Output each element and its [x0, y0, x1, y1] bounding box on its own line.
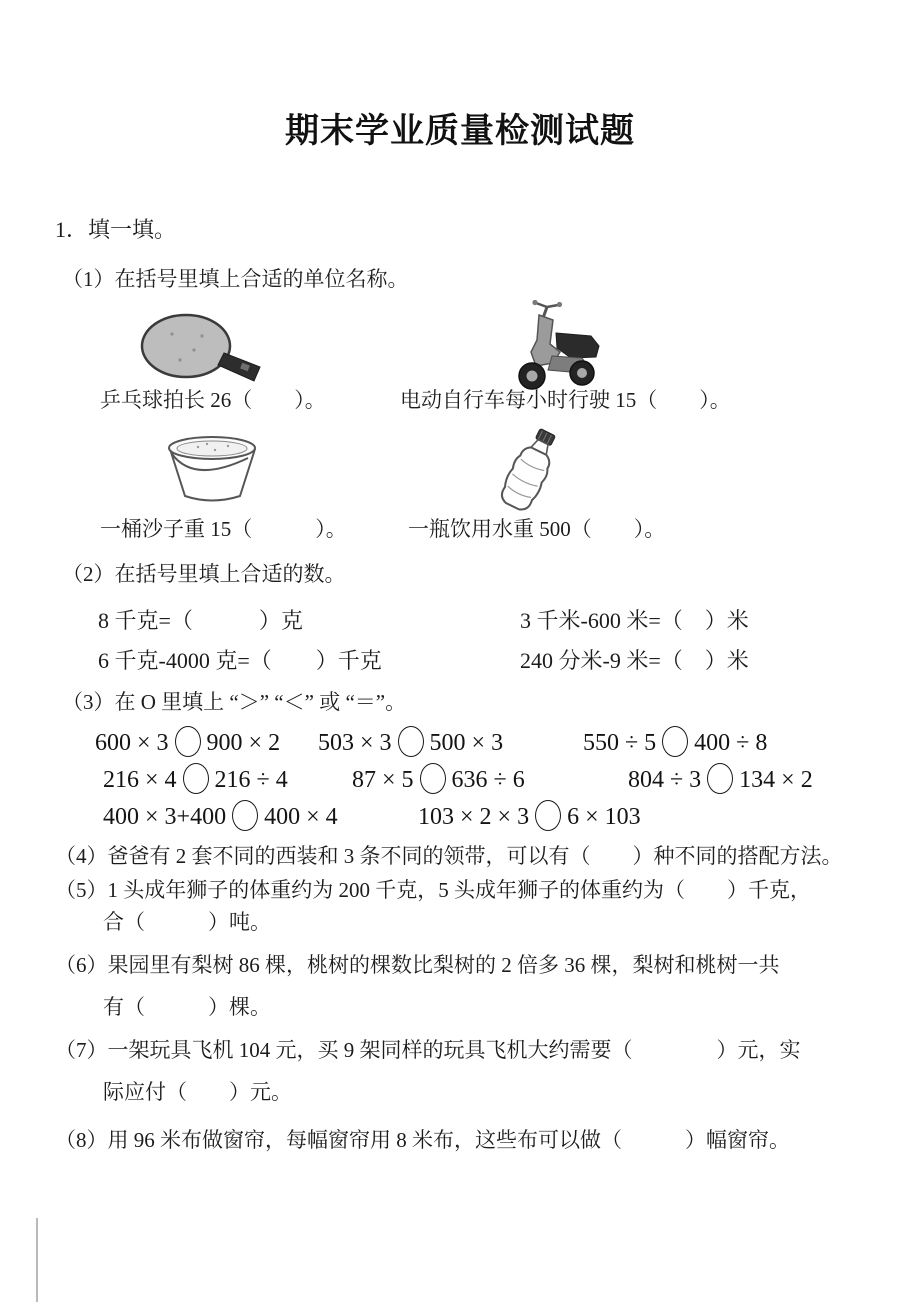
water-bottle-icon: [487, 426, 571, 518]
comparison-circle: [535, 800, 561, 831]
scan-artifact-line: [36, 1218, 38, 1302]
electric-scooter-icon: [512, 300, 607, 390]
equation-dm-minus-m: 240 分米-9 米=（ ）米: [520, 648, 749, 673]
comparison-circle: [183, 763, 209, 794]
caption-ping-pong-paddle: 乒乓球拍长 26（ ）。: [100, 388, 326, 412]
sand-bucket-icon: [160, 432, 265, 508]
comparison-circle: [707, 763, 733, 794]
comparison-right: 900 × 2: [206, 730, 281, 756]
ping-pong-paddle-icon: [136, 310, 266, 385]
part6-line2: 有（ ）棵。: [103, 995, 271, 1019]
part5-line1: （5）1 头成年狮子的体重约为 200 千克，5 头成年狮子的体重约为（ ）千克，: [55, 878, 811, 902]
comparison-circle: [662, 726, 688, 757]
page-title: 期末学业质量检测试题: [285, 112, 635, 150]
part1-heading: （1）在括号里填上合适的单位名称。: [62, 267, 409, 291]
comparison-right: 400 ÷ 8: [694, 730, 768, 756]
caption-sand-bucket: 一桶沙子重 15（ ）。: [100, 517, 347, 541]
comparison-item: [318, 726, 503, 757]
part3-heading: （3）在 O 里填上 “＞” “＜” 或 “＝”。: [62, 690, 407, 714]
comparison-circle: [175, 726, 201, 757]
part6-line1: （6）果园里有梨树 86 棵，桃树的棵数比梨树的 2 倍多 36 棵，梨树和桃树一共: [55, 953, 780, 977]
comparison-item: [95, 726, 280, 757]
caption-water-bottle: 一瓶饮用水重 500（ ）。: [408, 517, 666, 541]
comparison-left: 503 × 3: [318, 730, 392, 756]
comparison-item: [583, 726, 767, 757]
comparison-left: 550 ÷ 5: [583, 730, 657, 756]
comparison-right: 216 ÷ 4: [214, 767, 288, 793]
comparison-left: 400 × 3+400: [103, 804, 227, 830]
comparison-item: [103, 763, 288, 794]
comparison-item: [103, 800, 338, 831]
comparison-left: 804 ÷ 3: [628, 767, 702, 793]
part5-line2: 合（ ）吨。: [103, 910, 271, 934]
comparison-left: 103 × 2 × 3: [418, 804, 530, 830]
comparison-right: 134 × 2: [739, 767, 813, 793]
part7-line1: （7）一架玩具飞机 104 元，买 9 架同样的玩具飞机大约需要（ ）元，实: [55, 1038, 801, 1062]
comparison-right: 6 × 103: [567, 804, 641, 830]
comparison-left: 216 × 4: [103, 767, 177, 793]
equation-km-minus-m: 3 千米-600 米=（ ）米: [520, 608, 749, 633]
caption-electric-scooter: 电动自行车每小时行驶 15（ ）。: [400, 388, 731, 412]
equation-kg-to-g: 8 千克=（ ）克: [98, 608, 303, 633]
part7-line2: 际应付（ ）元。: [103, 1080, 292, 1104]
comparison-left: 87 × 5: [352, 767, 414, 793]
part4-line1: （4）爸爸有 2 套不同的西装和 3 条不同的领带，可以有（ ）种不同的搭配方法。: [55, 844, 843, 868]
equation-kg-minus-g: 6 千克-4000 克=（ ）千克: [98, 648, 382, 673]
part2-heading: （2）在括号里填上合适的数。: [62, 562, 346, 586]
comparison-item: [352, 763, 525, 794]
comparison-left: 600 × 3: [95, 730, 169, 756]
part8-line1: （8）用 96 米布做窗帘，每幅窗帘用 8 米布，这些布可以做（ ）幅窗帘。: [55, 1128, 790, 1152]
comparison-right: 500 × 3: [429, 730, 504, 756]
comparison-right: 400 × 4: [264, 804, 338, 830]
comparison-circle: [420, 763, 446, 794]
comparison-item: [628, 763, 813, 794]
comparison-item: [418, 800, 641, 831]
comparison-right: 636 ÷ 6: [451, 767, 525, 793]
comparison-circle: [398, 726, 424, 757]
comparison-circle: [232, 800, 258, 831]
question-1-heading: 1．填一填。: [55, 217, 177, 242]
